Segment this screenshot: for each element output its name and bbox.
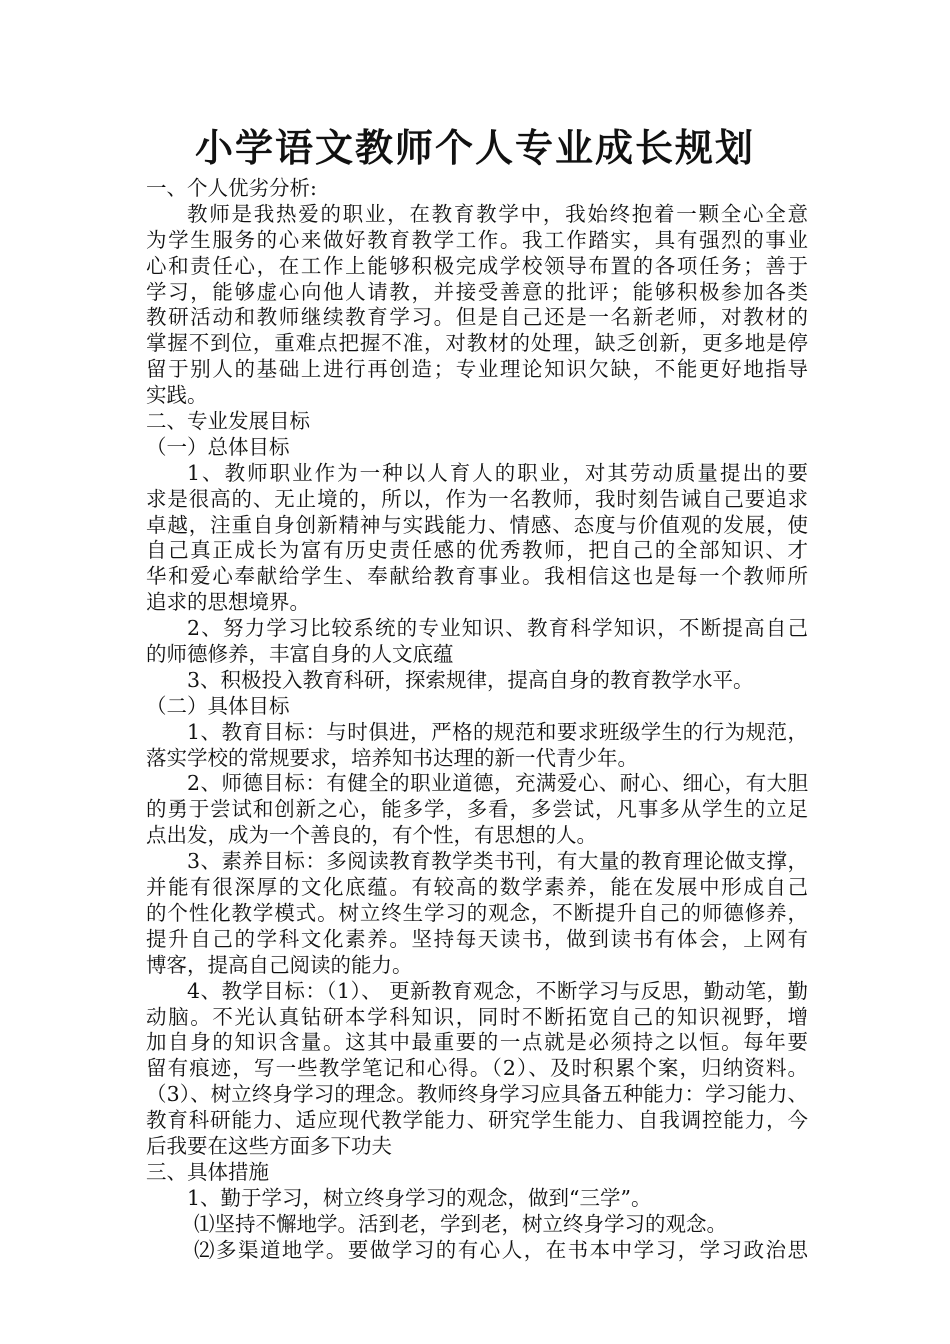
paragraph-line: 落实学校的常规要求，培养知书达理的新一代青少年。 (146, 745, 638, 770)
paragraph-line: 点出发，成为一个善良的，有个性，有思想的人。 (146, 823, 597, 848)
paragraph-line: （一）总体目标 (146, 434, 290, 459)
paragraph-line: 的师德修养，丰富自身的人文底蕴 (146, 642, 454, 667)
paragraph-line: 掌握不到位，重难点把握不准，对教材的处理，缺乏创新，更多地是停 (146, 331, 808, 356)
paragraph-line: 3、积极投入教育科研，探索规律，提高自身的教育教学水平。 (187, 667, 754, 692)
paragraph-line: 心和责任心，在工作上能够积极完成学校领导布置的各项任务；善于 (146, 253, 808, 278)
paragraph-line: 4、教学目标：（1）、 更新教育观念，不断学习与反思，勤动笔，勤 (187, 978, 808, 1003)
paragraph-line: 追求的思想境界。 (146, 590, 310, 615)
paragraph-line: 实践。 (146, 383, 208, 408)
paragraph-line: 动脑。不光认真钻研本学科知识，同时不断拓宽自己的知识视野，增 (146, 1004, 808, 1029)
page-title: 小学语文教师个人专业成长规划 (194, 125, 755, 170)
paragraph-line: 教师是我热爱的职业，在教育教学中，我始终抱着一颗全心全意 (187, 201, 808, 226)
paragraph-line: （二）具体目标 (146, 693, 290, 718)
paragraph-line: （3）、树立终身学习的理念。教师终身学习应具备五种能力：学习能力、 (146, 1082, 808, 1107)
paragraph-line: 二、专业发展目标 (146, 409, 310, 434)
paragraph-line: 三、具体措施 (146, 1159, 269, 1184)
paragraph-line: 华和爱心奉献给学生、奉献给教育事业。我相信这也是每一个教师所 (146, 564, 808, 589)
paragraph-line: ⑵多渠道地学。要做学习的有心人，在书本中学习，学习政治思 (194, 1237, 808, 1262)
paragraph-line: 教研活动和教师继续教育学习。但是自己还是一名新老师，对教材的 (146, 305, 808, 330)
paragraph-line: 并能有很深厚的文化底蕴。有较高的数学素养，能在发展中形成自己 (146, 875, 808, 900)
paragraph-line: 3、素养目标：多阅读教育教学类书刊，有大量的教育理论做支撑， (187, 849, 808, 874)
paragraph-line: 1、教育目标：与时俱进，严格的规范和要求班级学生的行为规范， (187, 719, 808, 744)
paragraph-line: 教育科研能力、适应现代教学能力、研究学生能力、自我调控能力，今 (146, 1108, 808, 1133)
document-body (146, 176, 808, 1263)
paragraph-line: 2、努力学习比较系统的专业知识、教育科学知识，不断提高自己 (187, 616, 808, 641)
paragraph-line: 2、师德目标：有健全的职业道德，充满爱心、耐心、细心，有大胆 (187, 771, 808, 796)
paragraph-line: ⑴坚持不懈地学。活到老，学到老，树立终身学习的观念。 (194, 1211, 727, 1236)
paragraph-line: 1、勤于学习，树立终身学习的观念，做到“三学”。 (187, 1185, 652, 1210)
paragraph-line: 求是很高的、无止境的，所以，作为一名教师，我时刻告诫自己要追求 (146, 486, 808, 511)
paragraph-line: 留于别人的基础上进行再创造；专业理论知识欠缺，不能更好地指导 (146, 357, 808, 382)
paragraph-line: 一、个人优劣分析: (146, 176, 317, 200)
paragraph-line: 为学生服务的心来做好教育教学工作。我工作踏实，具有强烈的事业 (146, 227, 808, 252)
paragraph-line: 后我要在这些方面多下功夫 (146, 1133, 392, 1158)
paragraph-line: 学习，能够虚心向他人请教，并接受善意的批评；能够积极参加各类 (146, 279, 808, 304)
paragraph-line: 加自身的知识含量。这其中最重要的一点就是必须持之以恒。每年要 (146, 1030, 808, 1055)
paragraph-line: 1、教师职业作为一种以人育人的职业，对其劳动质量提出的要 (187, 460, 808, 485)
paragraph-line: 博客，提高自己阅读的能力。 (146, 952, 413, 977)
paragraph-line: 提升自己的学科文化素养。坚持每天读书，做到读书有体会，上网有 (146, 926, 808, 951)
paragraph-line: 的个性化教学模式。树立终生学习的观念，不断提升自己的师德修养， (146, 900, 808, 925)
paragraph-line: 的勇于尝试和创新之心，能多学，多看，多尝试，凡事多从学生的立足 (146, 797, 808, 822)
paragraph-line: 卓越，注重自身创新精神与实践能力、情感、态度与价值观的发展，使 (146, 512, 808, 537)
paragraph-line: 留有痕迹，写一些教学笔记和心得。（2）、及时积累个案，归纳资料。 (146, 1056, 808, 1081)
paragraph-line: 自己真正成长为富有历史责任感的优秀教师，把自己的全部知识、才 (146, 538, 808, 563)
